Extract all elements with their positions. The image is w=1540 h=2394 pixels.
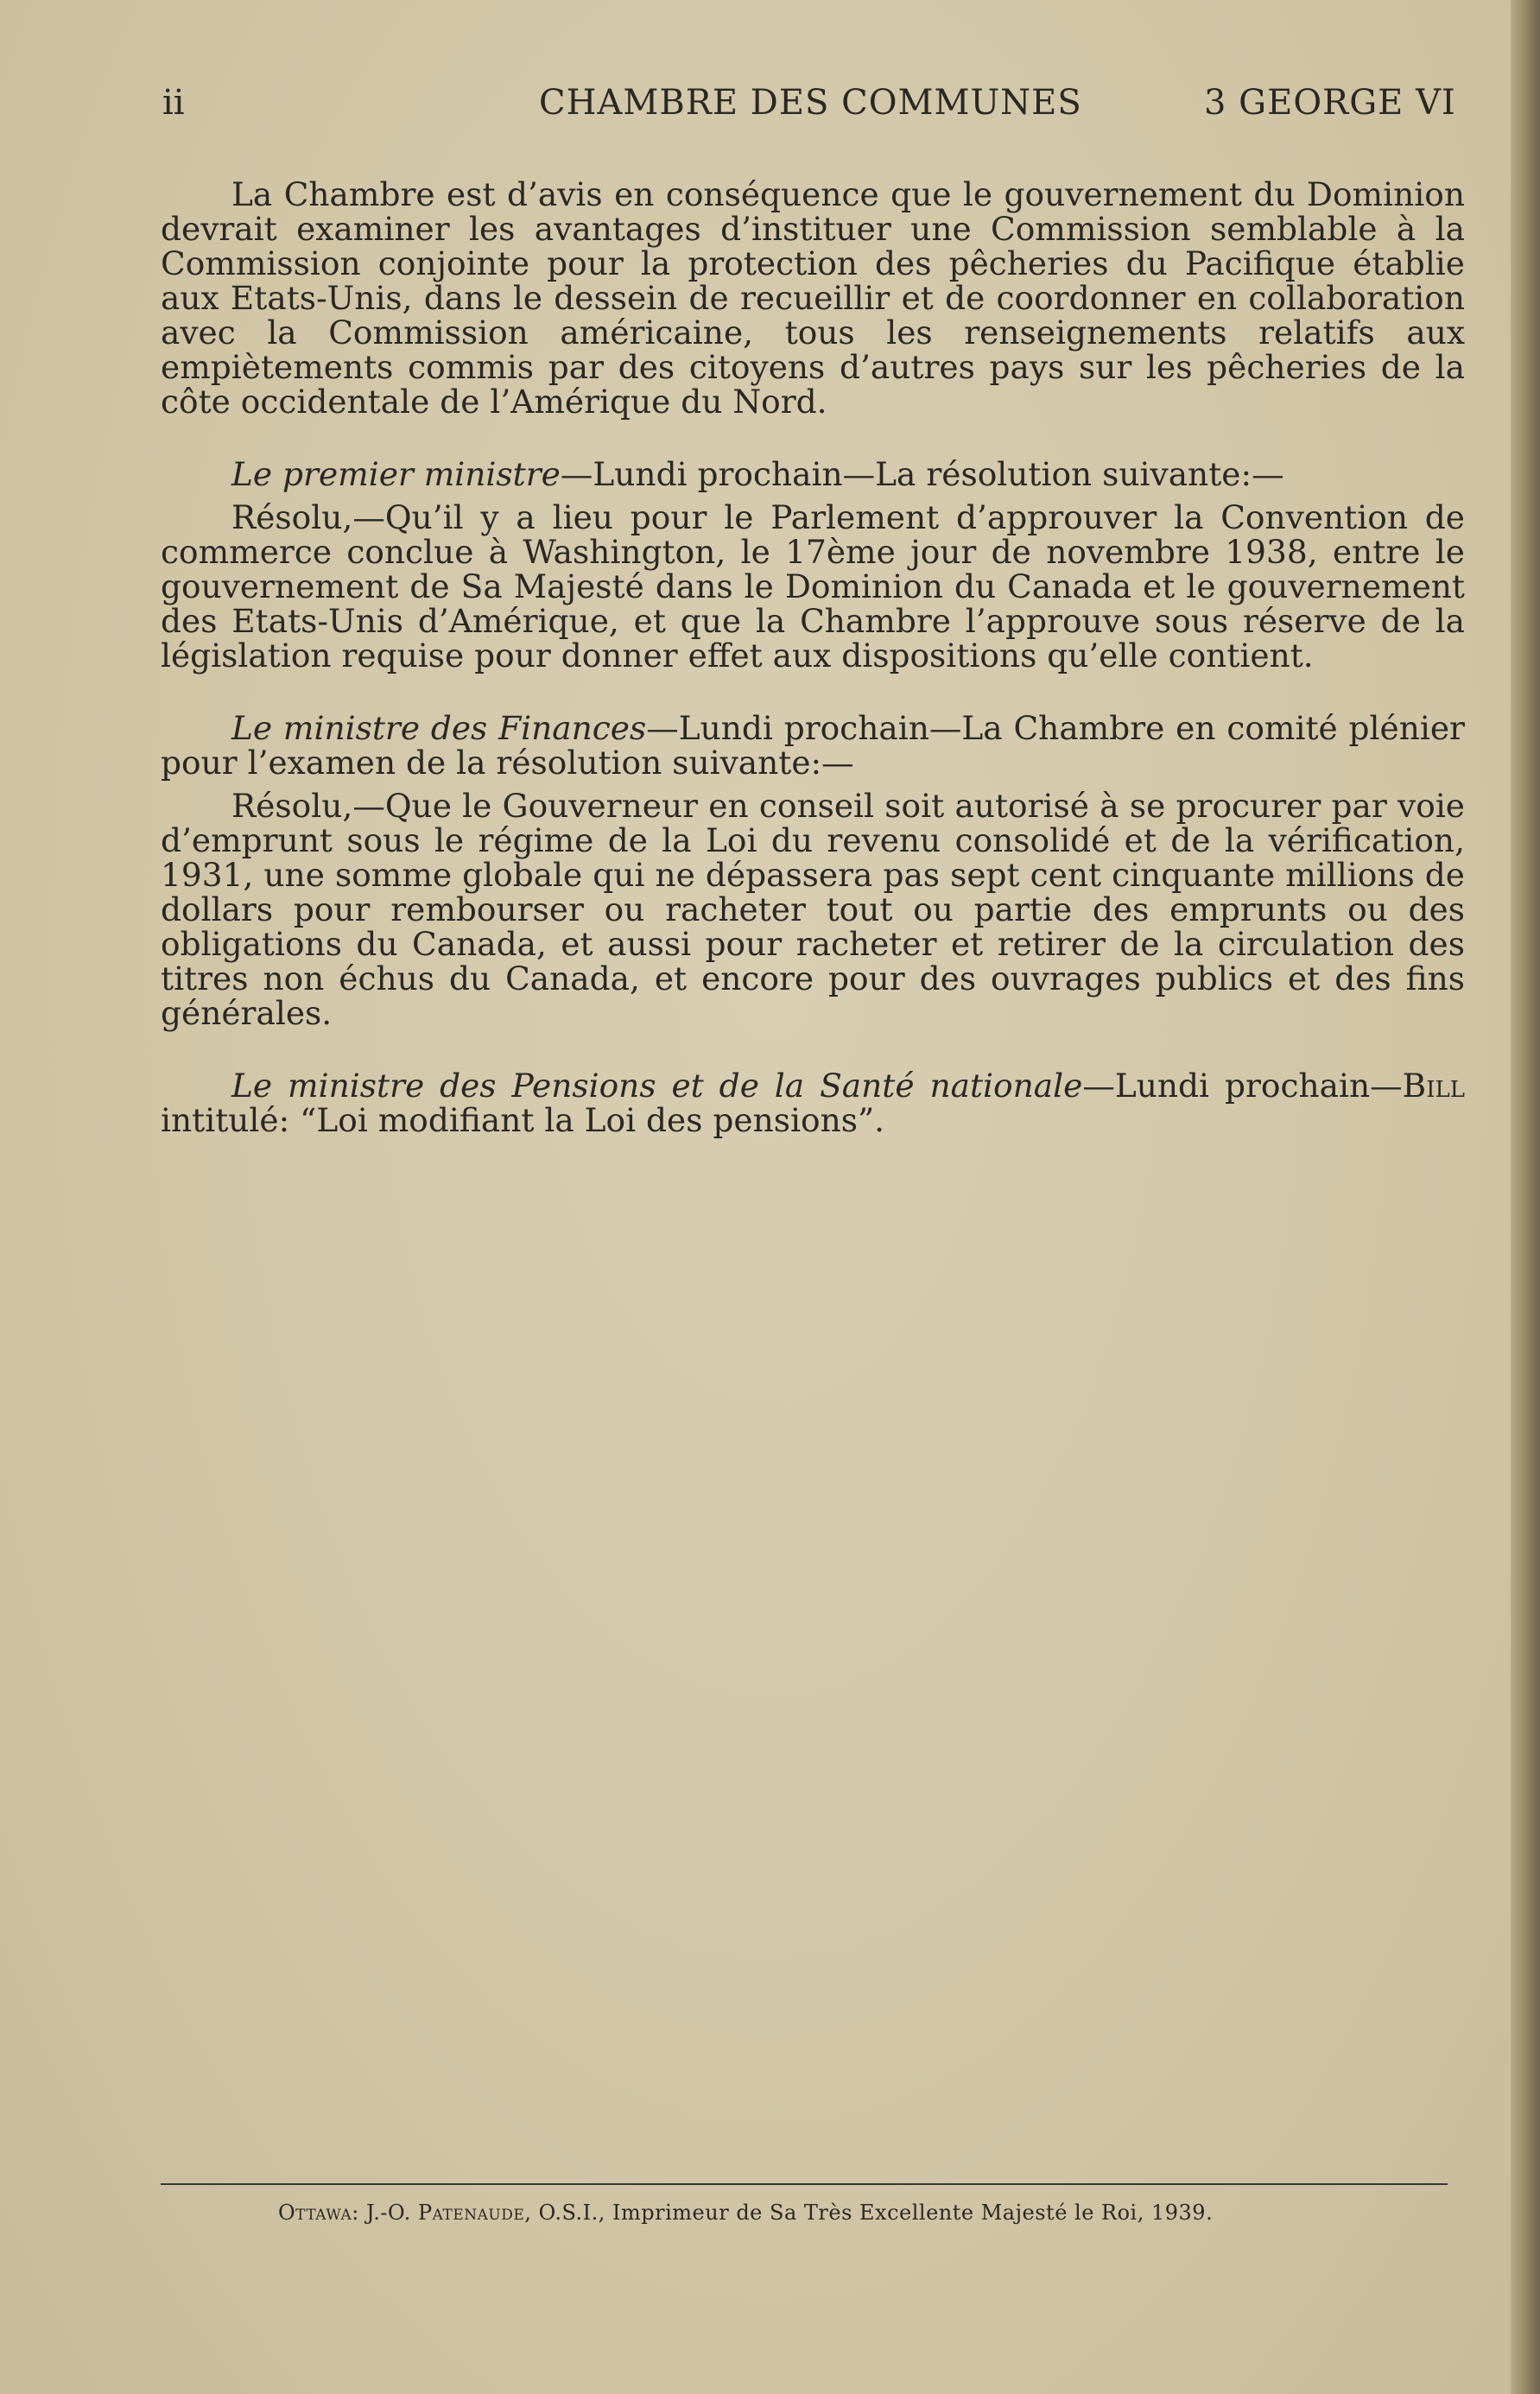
paragraph-ministre-finances	[161, 711, 1465, 780]
paragraph-commission: La Chambre est d’avis en conséquence que le gouvernement du Dominion devrait examiner les avantages d’instituer une Commission semblable à la Commission conjointe pour la protection des pêcheries du Pacifique établie aux Etats-Unis, dans le dessein de recueillir et de coordonner en collaboration avec la Commission américaine, tous les renseignements relatifs aux empiètements commis par des citoyens d’autres pays sur les pêcheries de la côte occidentale de l’Amérique du Nord.	[161, 175, 1465, 421]
imprint-line	[278, 2201, 1213, 2225]
header-title: CHAMBRE DES COMMUNES	[539, 83, 1082, 123]
notice-text: —Lundi prochain—	[1082, 1067, 1403, 1105]
binding-edge	[1511, 0, 1540, 2394]
header-reign: 3 GEORGE VI	[1204, 83, 1456, 123]
resolution-convention: Résolu,—Qu’il y a lieu pour le Parlement d’approuver la Convention de commerce conclue à Washington, le 17ème jour de novembre 1938, entre le gouvernement de Sa Majesté dans le Dominion du Canada et le gouvernement des Etats-Unis d’Amérique, et que la Chambre l’approuve sous réserve de la législation requise pour donner effet aux dispositions qu’elle contient.	[161, 498, 1465, 674]
imprint-rule	[161, 2183, 1448, 2185]
notice-text: —Lundi prochain—La résolution suivante:—	[560, 455, 1284, 493]
page-number: ii	[162, 83, 185, 123]
running-head	[0, 79, 1540, 131]
imprint-rest: O.S.I., Imprimeur de Sa Très Excellente Majesté le Roi, 1939.	[538, 2201, 1214, 2225]
speaker-name: Le premier ministre	[231, 455, 561, 493]
body-text	[161, 177, 1465, 1137]
imprint-initials: J.-O.	[365, 2201, 411, 2225]
imprint-printer: Patenaude,	[418, 2201, 532, 2225]
resolution-emprunt: Résolu,—Que le Gouverneur en conseil soit autorisé à se procurer par voie d’emprunt sous le régime de la Loi du revenu consolidé et de la vérification, 1931, une somme globale qui ne dépassera pas sept cent cinquante millions de dollars pour rembourser ou racheter tout ou partie des emprunts ou des obligations du Canada, et aussi pour racheter et retirer de la circulation des titres non échus du Canada, et encore pour des ouvrages publics et des fins générales.	[161, 787, 1465, 1032]
bill-title: intitulé: “Loi modifiant la Loi des pensions”.	[161, 1101, 885, 1139]
speaker-name: Le ministre des Finances	[231, 709, 647, 747]
speaker-name: Le ministre des Pensions et de la Santé nationale	[231, 1067, 1083, 1105]
paragraph-ministre-pensions	[161, 1068, 1465, 1137]
notice-text: —Lundi prochain—La Chambre en comité plénier pour l’examen de la résolution suivante:—	[161, 709, 1465, 782]
imprint-city: Ottawa:	[278, 2201, 359, 2225]
paragraph-premier-ministre	[161, 457, 1465, 491]
bill-label: Bill	[1402, 1067, 1465, 1105]
